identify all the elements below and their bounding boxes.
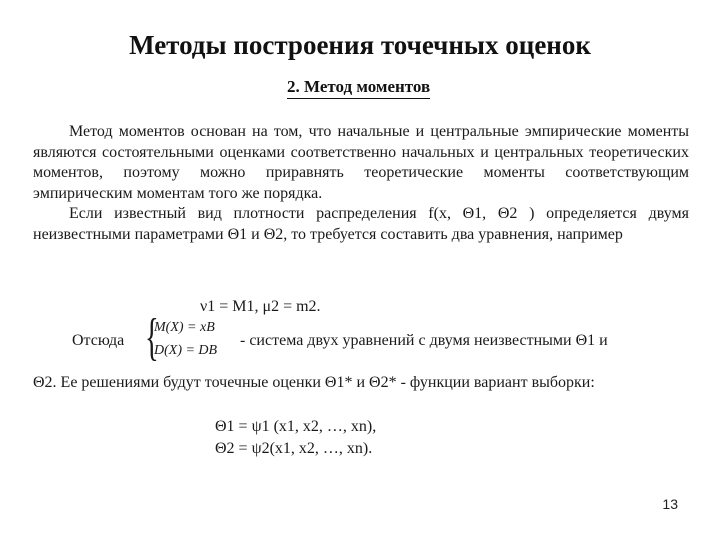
system-equation-1: M(X) = xB	[154, 320, 215, 335]
equation-system	[145, 309, 235, 366]
system-prefix: Отсюда	[72, 332, 125, 349]
paragraph-density: Если известный вид плотности распределения f(x, Θ1, Θ2 ) определяется двумя неизвестными параметрами Θ1 и Θ2, то требуется составить два уравнения, например	[33, 205, 689, 243]
slide-title: Методы построения точечных оценок	[129, 30, 591, 60]
system-description: - система двух уравнений с двумя неизвестными Θ1 и	[240, 332, 608, 349]
page-number: 13	[662, 496, 678, 512]
estimate-theta2: Θ2 = ψ2(x1, x2, …, xn).	[215, 440, 373, 457]
paragraph-method-description: Метод моментов основан на том, что начальные и центральные эмпирические моменты являются состоятельными оценками соответственно начальных и центральных теоретических моментов, поэтому можно приравнять теоретические моменты соответствующим эмпирическим моментам того же порядка.	[33, 123, 689, 202]
system-equation-2: D(X) = DB	[154, 343, 218, 358]
solution-text	[33, 373, 689, 394]
left-brace-icon: {	[145, 309, 159, 366]
equation-moments: ν1 = M1, μ2 = m2.	[200, 298, 321, 315]
paragraph-solutions: Θ2. Ее решениями будут точечные оценки Θ1* и Θ2* - функции вариант выборки:	[33, 374, 595, 391]
estimate-theta1: Θ1 = ψ1 (x1, x2, …, xn),	[215, 418, 377, 435]
section-subtitle: 2. Метод моментов	[287, 77, 430, 99]
slide-body	[33, 122, 689, 245]
